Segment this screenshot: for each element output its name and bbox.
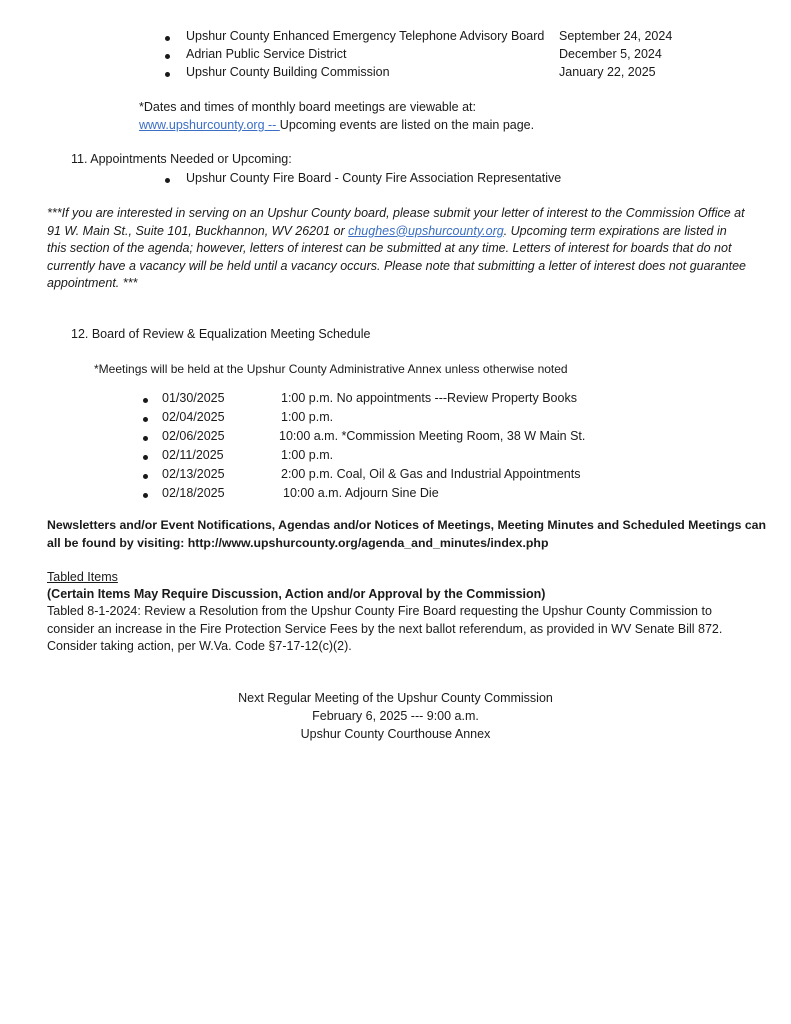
upshurcounty-link[interactable]: www.upshurcounty.org -- <box>139 118 280 132</box>
item-12-note: *Meetings will be held at the Upshur County Administrative Annex unless otherwise noted <box>94 362 568 376</box>
bullet-icon <box>143 417 148 422</box>
board-date: January 22, 2025 <box>559 65 656 79</box>
board-date: December 5, 2024 <box>559 47 662 61</box>
tabled-item-text: Tabled 8-1-2024: Review a Resolution from the Upshur County Fire Board requesting the Upshur County Commission to consider an increase in the Fire Protection Service Fees by the next ballot referendum, as provided in WV Senate Bill 872. Consider taking action, per W.Va. Code §7-17-12(c)(2). <box>47 604 723 653</box>
bullet-icon <box>143 398 148 403</box>
schedule-detail: 1:00 p.m. <box>281 448 334 462</box>
schedule-date: 02/11/2025 <box>162 448 224 462</box>
commission-email-link[interactable]: chughes@upshurcounty.org <box>348 223 504 238</box>
next-meeting-title: Next Regular Meeting of the Upshur County Commission <box>238 691 553 705</box>
schedule-detail: 1:00 p.m. <box>281 410 334 424</box>
next-meeting-location: Upshur County Courthouse Annex <box>300 727 491 741</box>
schedule-date: 02/18/2025 <box>162 486 225 500</box>
schedule-date: 01/30/2025 <box>162 391 225 405</box>
board-name: Upshur County Building Commission <box>186 65 390 79</box>
schedule-detail: 10:00 a.m. *Commission Meeting Room, 38 W Main St. <box>279 429 586 443</box>
board-date: September 24, 2024 <box>559 29 673 43</box>
board-name: Upshur County Enhanced Emergency Telephone Advisory Board <box>186 29 545 43</box>
board-meetings-line <box>139 118 534 132</box>
item-11-bullet: Upshur County Fire Board - County Fire Association Representative <box>186 171 562 185</box>
bullet-icon <box>143 455 148 460</box>
board-meetings-heading: *Dates and times of monthly board meetings are viewable at: <box>139 100 476 114</box>
interest-note-part1: ***If you are interested in serving on an Upshur County board, please submit your letter of interest to the Commission Office at 91 W. Main St., Suite 101, Buckhannon, WV 26201 or <box>47 206 745 238</box>
tabled-subheading: (Certain Items May Require Discussion, Action and/or Approval by the Commission) <box>47 587 546 601</box>
bullet-icon <box>165 36 170 41</box>
interest-note-part2: . Upcoming term expirations are listed in this section of the agenda; however, letters of interest can be submitted at any time. Letters of interest for boards that do not currently have a vacancy will be held until a vacancy occurs. Please note that submitting a letter of interest does not guarantee appointment. *** <box>47 223 747 290</box>
schedule-date: 02/04/2025 <box>162 410 225 424</box>
schedule-detail: 10:00 a.m. Adjourn Sine Die <box>283 486 439 500</box>
next-meeting-date: February 6, 2025 --- 9:00 a.m. <box>312 709 479 723</box>
schedule-date: 02/06/2025 <box>162 429 225 443</box>
item-12-title: 12. Board of Review & Equalization Meeting Schedule <box>71 327 371 341</box>
schedule-detail: 1:00 p.m. No appointments ---Review Property Books <box>281 391 577 405</box>
tabled-heading: Tabled Items <box>47 570 118 584</box>
bullet-icon <box>143 474 148 479</box>
bullet-icon <box>165 178 170 183</box>
bullet-icon <box>143 436 148 441</box>
schedule-date: 02/13/2025 <box>162 467 225 481</box>
item-11-title: 11. Appointments Needed or Upcoming: <box>71 152 292 166</box>
schedule-detail: 2:00 p.m. Coal, Oil & Gas and Industrial Appointments <box>281 467 581 481</box>
board-meetings-rest: Upcoming events are listed on the main page. <box>279 118 535 132</box>
bullet-icon <box>165 54 170 59</box>
bullet-icon <box>143 493 148 498</box>
bullet-icon <box>165 72 170 77</box>
interest-note <box>47 205 747 293</box>
newsletters-note: Newsletters and/or Event Notifications, Agendas and/or Notices of Meetings, Meeting Minutes and Scheduled Meetings can all be found by visiting: http://www.upshurcounty.org/agenda_and_minutes/index.php <box>47 518 767 550</box>
board-name: Adrian Public Service District <box>186 47 347 61</box>
